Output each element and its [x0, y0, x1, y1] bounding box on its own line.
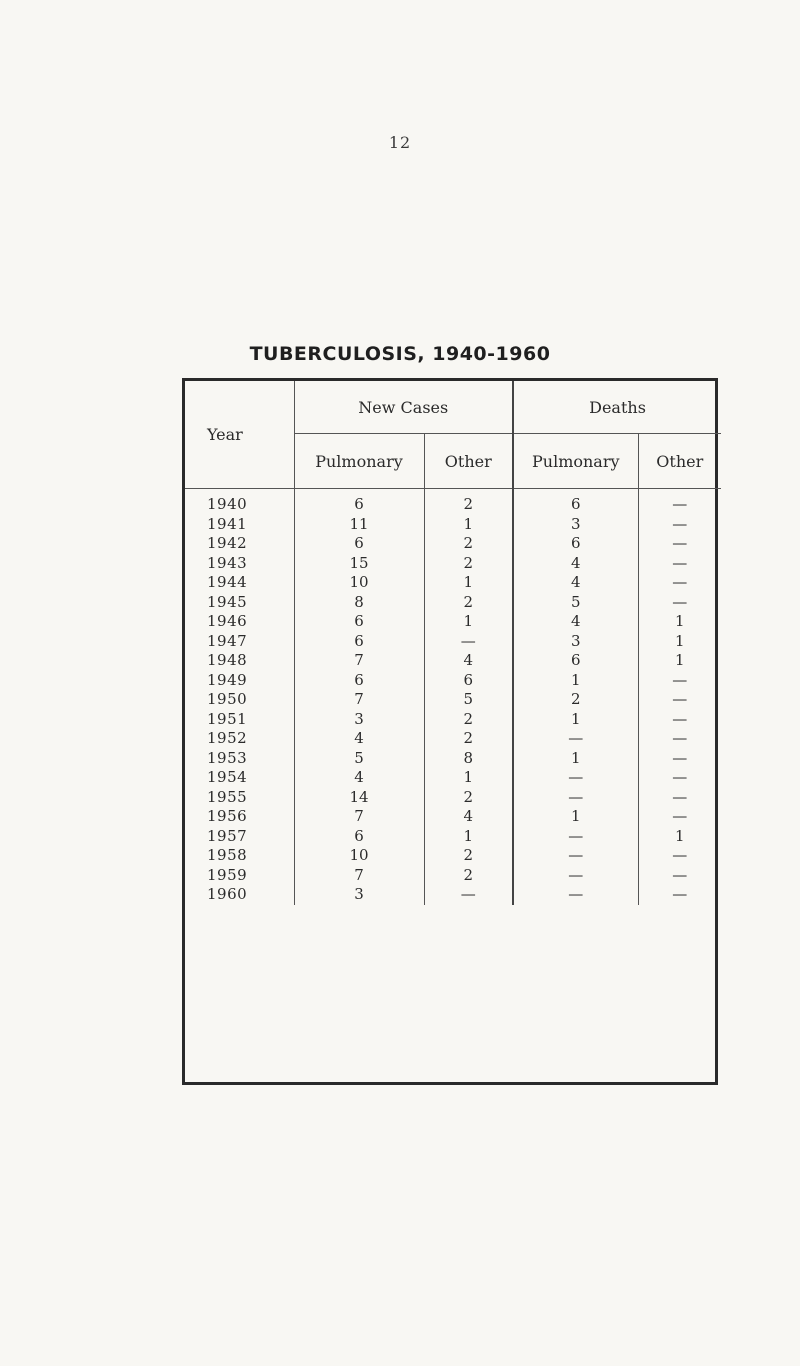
- cell-new-cases-other: 6: [424, 671, 513, 691]
- cell-year: 1959: [185, 866, 294, 886]
- cell-new-cases-other: 2: [424, 710, 513, 730]
- table-row: [185, 632, 721, 652]
- cell-new-cases-other: 4: [424, 651, 513, 671]
- table-row: [185, 768, 721, 788]
- cell-deaths-pulmonary: 2: [513, 690, 638, 710]
- cell-deaths-other: —: [672, 768, 688, 787]
- cell-deaths-pulmonary: —: [513, 827, 638, 847]
- table-body: [185, 489, 721, 905]
- table-row: [185, 807, 721, 827]
- cell-deaths-pulmonary: 3: [513, 515, 638, 535]
- cell-new-cases-other: 2: [424, 788, 513, 808]
- column-group-new-cases: New Cases: [294, 381, 513, 434]
- cell-deaths-other: 1: [674, 631, 685, 650]
- cell-year: 1945: [185, 593, 294, 613]
- cell-deaths-other: —: [672, 534, 688, 553]
- cell-new-cases-other: 8: [424, 749, 513, 769]
- table-row: [185, 885, 721, 905]
- cell-new-cases-pulmonary: 10: [294, 573, 424, 593]
- column-header-new-cases-other: Other: [424, 434, 513, 489]
- cell-deaths-other: —: [672, 865, 688, 884]
- cell-deaths-other: —: [672, 787, 688, 806]
- cell-deaths-other: —: [672, 495, 688, 514]
- cell-new-cases-other: 2: [424, 593, 513, 613]
- cell-year: 1943: [185, 554, 294, 574]
- cell-deaths-pulmonary: —: [513, 846, 638, 866]
- cell-deaths-pulmonary: 6: [513, 495, 638, 515]
- page-number: 12: [388, 133, 412, 152]
- table-row: [185, 690, 721, 710]
- cell-new-cases-pulmonary: 6: [294, 671, 424, 691]
- cell-deaths-pulmonary: 4: [513, 573, 638, 593]
- cell-year: 1949: [185, 671, 294, 691]
- cell-new-cases-other: 2: [424, 866, 513, 886]
- cell-new-cases-other: 2: [424, 554, 513, 574]
- cell-year: 1947: [185, 632, 294, 652]
- table-row: [185, 846, 721, 866]
- cell-new-cases-pulmonary: 7: [294, 807, 424, 827]
- cell-deaths-pulmonary: 6: [513, 534, 638, 554]
- cell-new-cases-pulmonary: 6: [294, 827, 424, 847]
- cell-new-cases-other: 2: [424, 495, 513, 515]
- cell-deaths-other: —: [672, 748, 688, 767]
- cell-deaths-pulmonary: 6: [513, 651, 638, 671]
- table-row: [185, 495, 721, 515]
- cell-new-cases-other: 1: [424, 612, 513, 632]
- cell-new-cases-pulmonary: 7: [294, 866, 424, 886]
- cell-year: 1948: [185, 651, 294, 671]
- cell-deaths-other: 1: [674, 826, 685, 845]
- table-row: [185, 554, 721, 574]
- cell-new-cases-other: 1: [424, 768, 513, 788]
- cell-deaths-other: —: [672, 885, 688, 904]
- cell-new-cases-pulmonary: 15: [294, 554, 424, 574]
- cell-year: 1940: [185, 495, 294, 515]
- table-row: [185, 827, 721, 847]
- cell-deaths-pulmonary: 4: [513, 554, 638, 574]
- cell-new-cases-pulmonary: 6: [294, 495, 424, 515]
- cell-new-cases-other: 1: [424, 573, 513, 593]
- cell-deaths-pulmonary: —: [513, 729, 638, 749]
- cell-deaths-pulmonary: —: [513, 788, 638, 808]
- cell-new-cases-other: —: [424, 885, 513, 905]
- cell-year: 1956: [185, 807, 294, 827]
- cell-year: 1955: [185, 788, 294, 808]
- cell-deaths-other: —: [672, 592, 688, 611]
- cell-deaths-other: —: [672, 709, 688, 728]
- cell-deaths-pulmonary: —: [513, 866, 638, 886]
- cell-new-cases-other: 2: [424, 534, 513, 554]
- cell-new-cases-pulmonary: 4: [294, 768, 424, 788]
- cell-new-cases-pulmonary: 3: [294, 710, 424, 730]
- cell-new-cases-pulmonary: 5: [294, 749, 424, 769]
- cell-deaths-pulmonary: 1: [513, 710, 638, 730]
- cell-deaths-pulmonary: 5: [513, 593, 638, 613]
- cell-new-cases-other: 4: [424, 807, 513, 827]
- table-row: [185, 534, 721, 554]
- cell-year: 1957: [185, 827, 294, 847]
- cell-year: 1953: [185, 749, 294, 769]
- cell-year: 1944: [185, 573, 294, 593]
- cell-new-cases-other: 1: [424, 515, 513, 535]
- page-title: TUBERCULOSIS, 1940-1960: [249, 343, 551, 365]
- table-row: [185, 710, 721, 730]
- cell-deaths-other: —: [672, 729, 688, 748]
- cell-deaths-pulmonary: 3: [513, 632, 638, 652]
- cell-new-cases-other: —: [424, 632, 513, 652]
- cell-deaths-pulmonary: 4: [513, 612, 638, 632]
- cell-deaths-other: —: [672, 807, 688, 826]
- cell-deaths-other: 1: [674, 612, 685, 631]
- cell-new-cases-other: 1: [424, 827, 513, 847]
- cell-year: 1954: [185, 768, 294, 788]
- cell-new-cases-pulmonary: 8: [294, 593, 424, 613]
- cell-deaths-pulmonary: 1: [513, 671, 638, 691]
- cell-new-cases-pulmonary: 4: [294, 729, 424, 749]
- cell-new-cases-pulmonary: 7: [294, 651, 424, 671]
- tuberculosis-table: [185, 381, 721, 905]
- column-header-year: Year: [185, 381, 294, 489]
- cell-deaths-pulmonary: —: [513, 885, 638, 905]
- cell-new-cases-pulmonary: 14: [294, 788, 424, 808]
- cell-year: 1942: [185, 534, 294, 554]
- cell-new-cases-other: 2: [424, 846, 513, 866]
- cell-new-cases-pulmonary: 6: [294, 632, 424, 652]
- cell-year: 1960: [185, 885, 294, 905]
- table-row: [185, 651, 721, 671]
- table-row: [185, 788, 721, 808]
- table-row: [185, 749, 721, 769]
- column-header-deaths-other: Other: [638, 434, 721, 489]
- cell-year: 1946: [185, 612, 294, 632]
- table-row: [185, 671, 721, 691]
- table-row: [185, 593, 721, 613]
- table-header: [185, 381, 721, 489]
- cell-year: 1958: [185, 846, 294, 866]
- cell-deaths-pulmonary: 1: [513, 807, 638, 827]
- cell-new-cases-pulmonary: 3: [294, 885, 424, 905]
- tuberculosis-table-frame: [182, 378, 718, 1085]
- cell-deaths-other: 1: [674, 651, 685, 670]
- table-row: [185, 866, 721, 886]
- column-header-deaths-pulmonary: Pulmonary: [513, 434, 638, 489]
- cell-deaths-other: —: [672, 670, 688, 689]
- cell-deaths-pulmonary: —: [513, 768, 638, 788]
- cell-year: 1951: [185, 710, 294, 730]
- table-row: [185, 573, 721, 593]
- cell-deaths-other: —: [672, 553, 688, 572]
- cell-new-cases-pulmonary: 6: [294, 534, 424, 554]
- cell-new-cases-other: 2: [424, 729, 513, 749]
- cell-year: 1941: [185, 515, 294, 535]
- cell-year: 1952: [185, 729, 294, 749]
- cell-new-cases-other: 5: [424, 690, 513, 710]
- cell-new-cases-pulmonary: 11: [294, 515, 424, 535]
- cell-deaths-other: —: [672, 846, 688, 865]
- table-row: [185, 515, 721, 535]
- cell-deaths-other: —: [672, 573, 688, 592]
- cell-deaths-other: —: [672, 514, 688, 533]
- column-header-new-cases-pulmonary: Pulmonary: [294, 434, 424, 489]
- cell-year: 1950: [185, 690, 294, 710]
- cell-deaths-pulmonary: 1: [513, 749, 638, 769]
- cell-deaths-other: —: [672, 690, 688, 709]
- column-group-deaths: Deaths: [513, 381, 721, 434]
- table-row: [185, 612, 721, 632]
- table-row: [185, 729, 721, 749]
- cell-new-cases-pulmonary: 6: [294, 612, 424, 632]
- cell-new-cases-pulmonary: 10: [294, 846, 424, 866]
- cell-new-cases-pulmonary: 7: [294, 690, 424, 710]
